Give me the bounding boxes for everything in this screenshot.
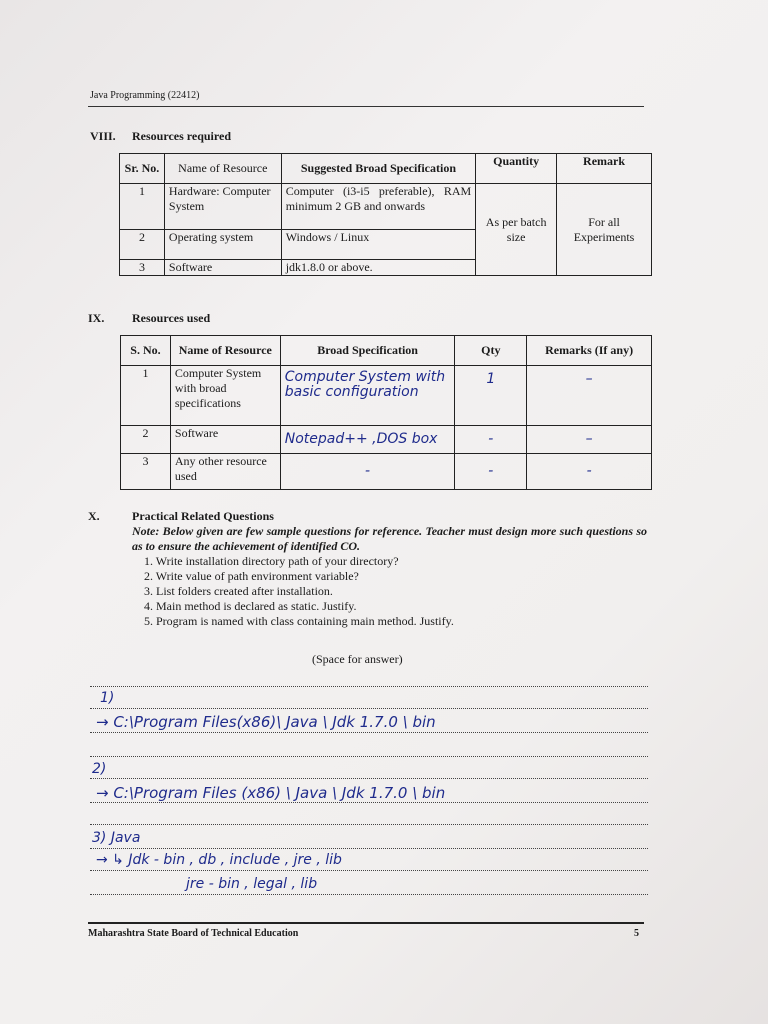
header-sr-no: Sr. No. <box>120 154 165 184</box>
section-9-number: IX. <box>88 311 105 325</box>
header-rule <box>88 106 644 107</box>
answer-line <box>90 732 648 733</box>
header-remarks: Remarks (If any) <box>527 336 652 366</box>
answer-line <box>90 848 648 849</box>
answer-3-line-2: jre - bin , legal , lib <box>186 876 318 892</box>
cell-sn: 1 <box>121 366 171 426</box>
cell-sn: 3 <box>121 454 171 490</box>
answer-3-heading: 3) Java <box>92 830 141 846</box>
page-header: Java Programming (22412) <box>90 90 200 101</box>
cell-spec: jdk1.8.0 or above. <box>281 260 476 276</box>
answer-line <box>90 708 648 709</box>
cell-remarks-handwritten: – <box>527 366 652 426</box>
question-item: 3. List folders created after installation. <box>144 584 333 598</box>
cell-sr: 3 <box>120 260 165 276</box>
answer-line <box>90 686 648 687</box>
answer-1-number: 1) <box>100 690 115 706</box>
question-item: 2. Write value of path environment variable? <box>144 569 359 583</box>
section-8-number: VIII. <box>90 129 116 143</box>
cell-sr: 1 <box>120 184 165 230</box>
cell-spec-handwritten: - <box>280 454 455 490</box>
cell-remarks-handwritten: - <box>527 454 652 490</box>
answer-line <box>90 870 648 871</box>
space-for-answer-label: (Space for answer) <box>312 652 403 666</box>
answer-3-line-1: → ↳ Jdk - bin , db , include , jre , lib <box>96 852 342 868</box>
cell-spec-handwritten: Computer System with basic configuration <box>280 366 455 426</box>
header-name-of-resource: Name of Resource <box>170 336 280 366</box>
section-10-title: Practical Related Questions <box>132 509 274 523</box>
cell-resource: Hardware: Computer System <box>164 184 281 230</box>
question-item: 4. Main method is declared as static. Justify. <box>144 599 357 613</box>
cell-qty-handwritten: 1 <box>455 366 527 426</box>
footer-board-name: Maharashtra State Board of Technical Education <box>88 928 299 939</box>
resources-used-table <box>120 335 652 490</box>
resources-required-table <box>119 153 652 276</box>
question-item: 5. Program is named with class containing main method. Justify. <box>144 614 454 628</box>
answer-line <box>90 824 648 825</box>
cell-sn: 2 <box>121 426 171 454</box>
cell-qty-handwritten: - <box>455 454 527 490</box>
header-broad-spec: Broad Specification <box>280 336 455 366</box>
header-s-no: S. No. <box>121 336 171 366</box>
cell-spec: Computer (i3-i5 preferable), RAM minimum 2 GB and onwards <box>281 184 476 230</box>
answer-line <box>90 802 648 803</box>
answer-line <box>90 894 648 895</box>
cell-resource: Computer System with broad specifications <box>170 366 280 426</box>
footer-rule <box>88 922 644 924</box>
cell-resource: Any other resource used <box>170 454 280 490</box>
cell-remark: For all Experiments <box>557 184 652 276</box>
header-suggested-spec: Suggested Broad Specification <box>281 154 476 184</box>
section-9-title: Resources used <box>132 311 211 325</box>
cell-resource: Software <box>164 260 281 276</box>
answer-2-text: → C:\Program Files (x86) \ Java \ Jdk 1.7.0 \ bin <box>96 784 446 802</box>
answer-line <box>90 778 648 779</box>
cell-resource: Software <box>170 426 280 454</box>
section-8-title: Resources required <box>132 129 231 143</box>
header-qty: Qty <box>455 336 527 366</box>
header-remark: Remark <box>557 154 652 184</box>
cell-spec: Windows / Linux <box>281 230 476 260</box>
page-number: 5 <box>634 928 639 939</box>
cell-resource: Operating system <box>164 230 281 260</box>
answer-1-text: → C:\Program Files(x86)\ Java \ Jdk 1.7.0 \ bin <box>96 713 436 731</box>
answer-line <box>90 756 648 757</box>
cell-sr: 2 <box>120 230 165 260</box>
header-quantity: Quantity <box>476 154 557 184</box>
cell-quantity: As per batch size <box>476 184 557 276</box>
answer-2-number: 2) <box>92 761 107 777</box>
cell-remarks-handwritten: – <box>527 426 652 454</box>
question-item: 1. Write installation directory path of your directory? <box>144 554 399 568</box>
teacher-note: Note: Below given are few sample questions for reference. Teacher must design more such questions so as to ensure the achievement of identified CO. <box>132 524 647 553</box>
cell-spec-handwritten: Notepad++ ,DOS box <box>280 426 455 454</box>
header-name-of-resource: Name of Resource <box>164 154 281 184</box>
cell-qty-handwritten: - <box>455 426 527 454</box>
section-10-number: X. <box>88 509 100 523</box>
